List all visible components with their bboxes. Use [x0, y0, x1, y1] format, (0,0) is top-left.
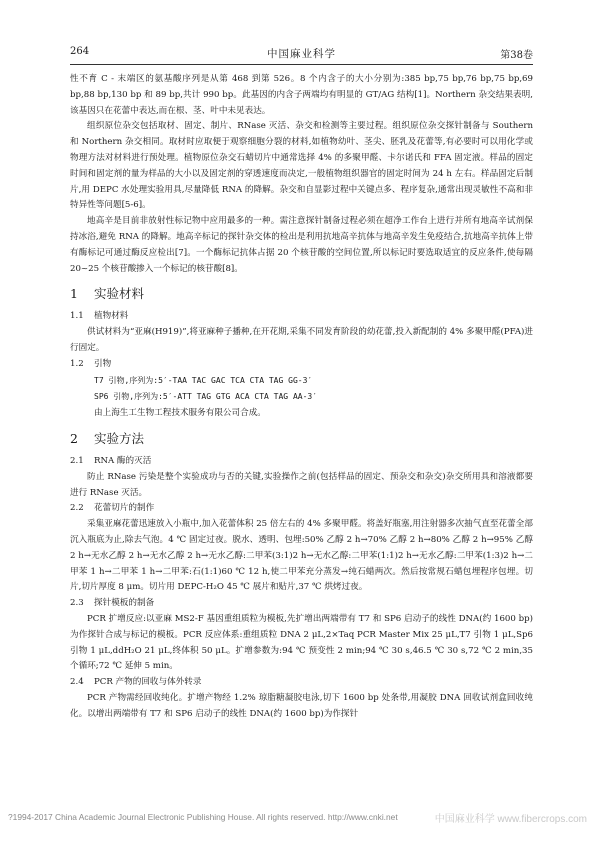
subsection-2-1-heading	[70, 454, 533, 470]
journal-title: 中国麻业科学	[267, 48, 336, 60]
primer-sp6: SP6 引物,序列为:5′-ATT TAG GTG ACA CTA TAG AA-3′	[94, 392, 318, 402]
plant-material-text: 供试材料为“亚麻(H919)”,将亚麻种子播种,在开花期,采集不同发育阶段的幼花蕾,投入新配制的 4% 多聚甲醛(PFA)进行固定。	[70, 327, 533, 353]
section-number: 1	[70, 286, 78, 302]
subsection-number: 1.1	[70, 311, 84, 322]
page-header	[70, 46, 533, 62]
section-number: 2	[70, 430, 78, 446]
volume-label: 第38卷	[500, 50, 533, 61]
section-prep-text: 采集亚麻花蕾迅速放入小瓶中,加入花蕾体积 25 倍左右的 4% 多聚甲醛。将盖好瓶塞,用注射器多次抽气直至花蕾全部沉入瓶底为止,除去气泡。4 ℃ 固定过夜。脱水、透明、包埋:50% 乙醇 2 h→70% 乙醇 2 h→80% 乙醇 2 h→95% 乙醇 2 h→无水乙醇 2 h→无水乙醇 2 h→无水乙醇:二甲苯(3:1)2 h→无水乙醇:二甲苯(1:1)2 h→无水乙醇:二甲苯(1:3)2 h→二甲苯 1 h→二甲苯 1 h→二甲苯:石(1:1)60 ℃ 12 h,使二甲苯充分蒸发→纯石蜡两次。然后按常规石蜡包埋程序包埋。切片,切片厚度 8 μm。切片用 DEPC-H₂O 45 ℃ 展片和贴片,37 ℃ 烘烤过夜。	[70, 519, 533, 593]
section-2-heading	[70, 430, 533, 448]
section-title: 实验方法	[94, 430, 145, 446]
subsection-title: 探针模板的制备	[94, 598, 155, 609]
subsection-number: 2.1	[70, 455, 84, 466]
rnase-text: 防止 RNase 污染是整个实验成功与否的关键,实验操作之前(包括样品的固定、预杂交和杂交)杂交所用具和溶液都要进行 RNase 灭活。	[70, 471, 533, 498]
page-footer	[8, 812, 587, 825]
primer-note: 由上海生工生物工程技术服务有限公司合成。	[94, 408, 266, 419]
subsection-1-1-heading	[70, 309, 533, 325]
subsection-number: 2.3	[70, 598, 84, 609]
subsection-number: 2.2	[70, 503, 84, 514]
subsection-2-4-heading	[70, 675, 533, 691]
intro-paragraph-1: 性不育 C - 末端区的氨基酸序列是从第 468 到第 526。8 个内含子的大小分别为:385 bp,75 bp,76 bp,75 bp,69 bp,88 bp,130 bp 和 89 bp,共计 990 bp。此基因的内含子两端均有明显的 GT/AG 结构[1]。Northern 杂交结果表明,该基因只在花蕾中表达,而在根、茎、叶中未见表达。	[70, 74, 533, 116]
page-number: 264	[70, 46, 90, 57]
subsection-1-2-heading	[70, 357, 533, 373]
subsection-title: 引物	[94, 358, 112, 369]
subsection-2-3-heading	[70, 596, 533, 612]
section-title: 实验材料	[94, 286, 145, 302]
subsection-title: PCR 产物的回收与体外转录	[94, 677, 202, 688]
subsection-title: 植物材料	[94, 311, 129, 322]
subsection-2-2-heading	[70, 501, 533, 517]
primer-t7: T7 引物,序列为:5′-TAA TAC GAC TCA CTA TAG GG-3′	[94, 375, 313, 385]
pcr-recovery-text: PCR 产物需经回收纯化。扩增产物经 1.2% 琼脂糖凝胶电泳,切下 1600 bp 处条带,用凝胶 DNA 回收试剂盒回收纯化。以增出两端带有 T7 和 SP6 启动子的线性 DNA(约 1600 bp)为作探针	[70, 692, 533, 719]
header-rule	[70, 64, 533, 65]
intro-paragraph-2: 组织原位杂交包括取材、固定、制片、RNase 灭活、杂交和检测等主要过程。组织原位杂交探针制备与 Southern 和 Northern 杂交相同。取材时应取便于观察细胞分裂的材料,如植物幼叶、茎尖、胚乳及花蕾等,有必要时可以用化学或物理方法对材料进行预处理。植物原位杂交石蜡切片中通常选择 4% 的多聚甲醛、卡尔诺氏和 FFA 固定液。样品的固定时间和固定剂的量为样品的大小以及固定剂的穿透速度而决定,一般植物组织器官的固定时间为 24 h 左右。样品固定后制片,用 DEPC 水处理实验用具,尽量降低 RNA 的降解。杂交和自显影过程中关键点多、程序复杂,通常出现灵敏性不高和非特异性等问题[5-6]。	[70, 121, 533, 211]
subsection-title: 花蕾切片的制作	[94, 503, 155, 514]
copyright-text: ?1994-2017 China Academic Journal Electronic Publishing House. All rights reserved. http://www.cnki.net	[8, 812, 398, 822]
watermark: 中国麻业科学 www.fibercrops.com	[434, 814, 587, 825]
article-body	[70, 72, 533, 722]
intro-paragraph-3: 地高辛是目前非放射性标记物中应用最多的一种。需注意探针制备过程必须在超净工作台上进行并所有地高辛试剂保持冰浴,避免 RNA 的降解。地高辛标记的探针杂交体的检出是利用抗地高辛抗体与地高辛发生免疫结合,抗地高辛抗体上带有酶标记可通过酶反应检出[7]。一个酶标记抗体占据 20 个核苷酸的空间位置,所以标记时要选取适宜的反应条件,使每隔 20~25 个核苷酸掺入一个标记的核苷酸[8]。	[70, 216, 533, 274]
section-1-heading	[70, 285, 533, 303]
subsection-title: RNA 酶的灭活	[94, 455, 152, 466]
subsection-number: 2.4	[70, 677, 84, 688]
probe-template-text: PCR 扩增反应:以亚麻 MS2-F 基因重组质粒为模板,先扩增出两端带有 T7 和 SP6 启动子的线性 DNA(约 1600 bp)为作探针合成与标记的模板。PCR 反应体系:重组质粒 DNA 2 μL,2×Taq PCR Master Mix 25 μL,T7 引物 1 μL,Sp6 引物 1 μL,ddH₂O 21 μL,终体积 50 μL。扩增参数为:94 ℃ 预变性 2 min;94 ℃ 30 s,46.5 ℃ 30 s,72 ℃ 2 min,35 个循环;72 ℃ 延伸 5 min。	[70, 613, 533, 672]
subsection-number: 1.2	[70, 358, 84, 369]
